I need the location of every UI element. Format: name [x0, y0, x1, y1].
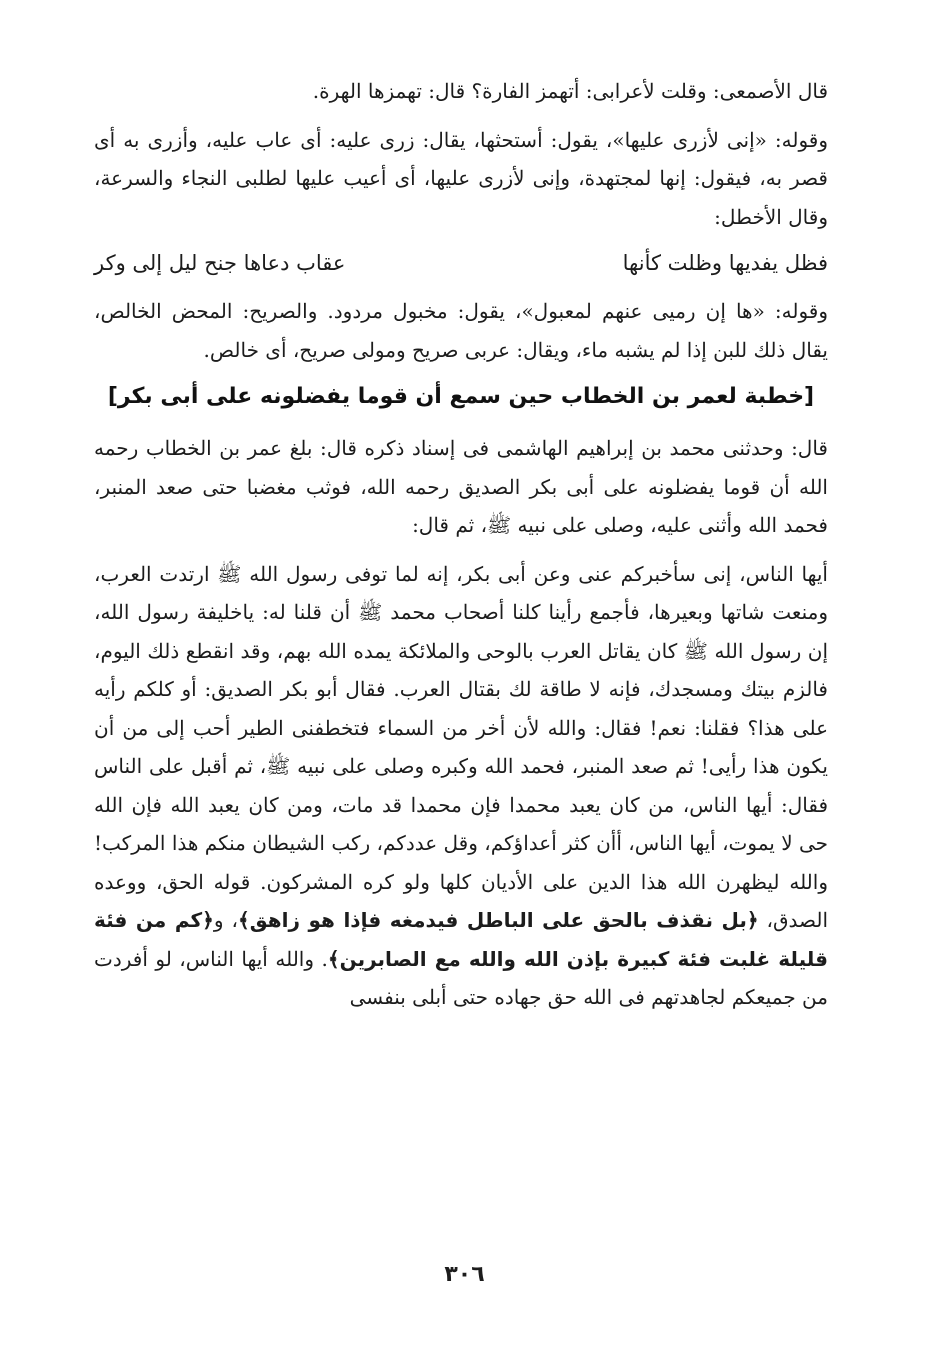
section-heading: [خطبة لعمر بن الخطاب حين سمع أن قوما يفضلونه على أبى بكر] [107, 384, 815, 409]
poem-verse [94, 244, 828, 282]
paragraph-commentary: وقوله: «إنى لأزرى عليها»، يقول: أستحثها، يقال: زرى عليه: أى عاب عليه، وأزرى به أى قصر به، فيقول: إنها لمجتهدة، وإنى لأزرى عليها، أى أعيب عليها لطلبى النجاء والسرعة، وقال الأخطل: [94, 127, 828, 229]
paragraph-sermon [94, 555, 828, 1017]
conjunction: ، و [213, 908, 238, 932]
verse-left-hemistich: عقاب دعاها جنح ليل إلى وكر [94, 251, 346, 275]
paragraph-asmai: قال الأصمعى: وقلت لأعرابى: أتهمز الفارة؟ قال: تهمزها الهرة. [312, 79, 828, 103]
sermon-continuation: . والله أيها الناس، لو أفردت من جميعكم لجاهدتهم فى الله حق جهاده حتى أبلى بنفسى [94, 946, 828, 1009]
page-body [94, 72, 828, 1017]
verse-right-hemistich: فظل يفديها وظلت كأنها [622, 251, 828, 275]
page-number: ٣٠٦ [444, 1262, 485, 1287]
sermon-text: أيها الناس، إنى سأخبركم عنى وعن أبى بكر، إنه لما توفى رسول الله ﷺ ارتدت العرب، ومنعت شاتها وبعيرها، فأجمع رأينا كلنا أصحاب محمد ﷺ أن قلنا له: ياخليفة رسول الله، إن رسول الله ﷺ كان يقاتل العرب بالوحى والملائكة يمده الله بهم، وقد انقطع ذلك اليوم، فالزم بيتك ومسجدك، فإنه لا طاقة لك بقتال العرب. فقال أبو بكر الصديق: أو كلكم رأيه على هذا؟ فقلنا: نعم! فقال: والله لأن أخر من السماء فتخطفنى الطير أحب إلى من أن يكون هذا رأيى! ثم صعد المنبر، فحمد الله وكبره وصلى على نبيه ﷺ، ثم أقبل على الناس فقال: أيها الناس، من كان يعبد محمدا فإن محمدا قد مات، ومن كان يعبد الله فإن الله حى لا يموت، أيها الناس، أأن كثر أعداؤكم، وقل عددكم، ركب الشيطان منكم هذا المركب! والله ليظهرن الله هذا الدين على الأديان كلها ولو كره المشركون. قوله الحق، ووعده الصدق، [94, 561, 829, 932]
paragraph-intro: قال: وحدثنى محمد بن إبراهيم الهاشمى فى إسناد ذكره قال: بلغ عمر بن الخطاب رحمه الله أن قوما يفضلونه على أبى بكر الصديق رحمه الله، فوثب مغضبا حتى صعد المنبر، فحمد الله وأثنى عليه، وصلى على نبيه ﷺ، ثم قال: [94, 436, 828, 537]
quran-verse-1: ﴿بل نقذف بالحق على الباطل فيدمغه فإذا هو زاهق﴾ [237, 908, 759, 932]
quran-verse-2: ﴿كم من فئة قليلة غلبت فئة كبيرة بإذن الله والله مع الصابرين﴾ [94, 908, 828, 971]
paragraph-sarih: وقوله: «ها إن رميى عنهم لمعبول»، يقول: مخبول مردود. والصريح: المحض الخالص، يقال ذلك للبن إذا لم يشبه ماء، ويقال: عربى صريح ومولى صريح، أى خالص. [94, 299, 828, 362]
